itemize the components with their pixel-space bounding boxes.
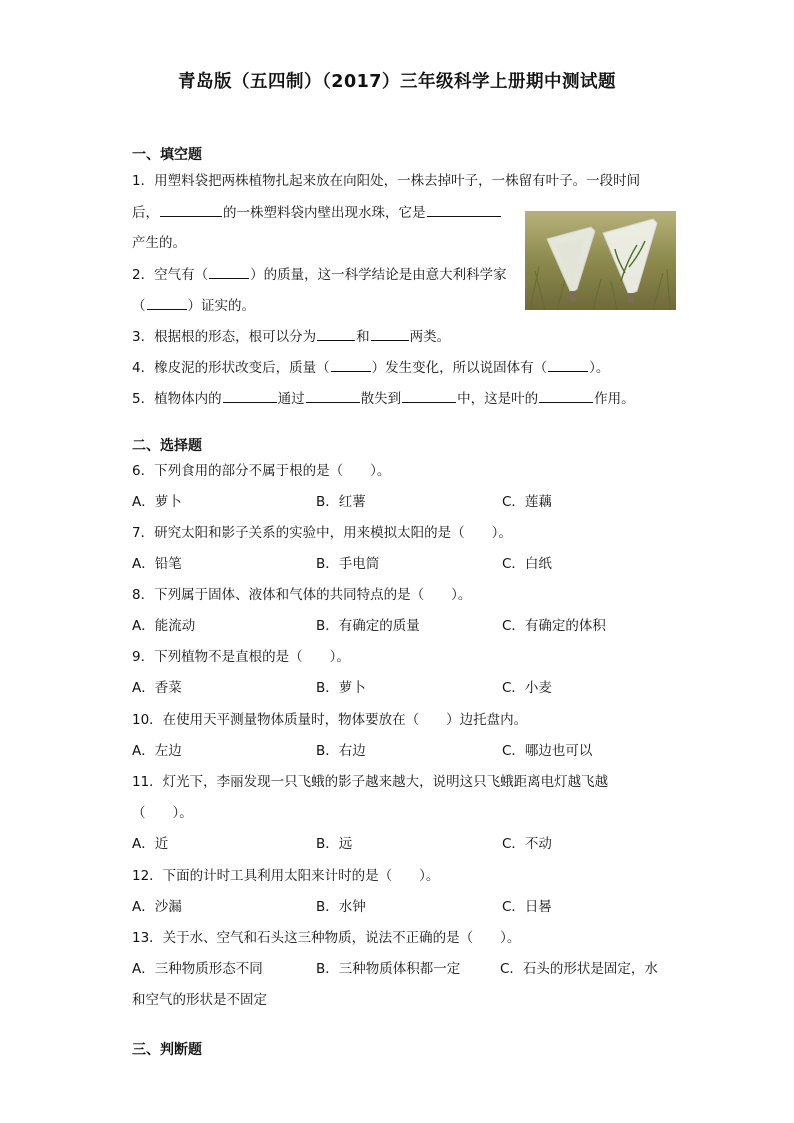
question-8-option-b[interactable]: B．有确定的质量 bbox=[316, 618, 420, 634]
question-12-option-c[interactable]: C．日晷 bbox=[502, 899, 552, 915]
question-2-line-2: （ ）证实的。 bbox=[132, 295, 255, 316]
question-1-line-2: 后， 的一株塑料袋内壁出现水珠，它是 bbox=[132, 202, 502, 223]
question-10-option-c[interactable]: C．哪边也可以 bbox=[502, 743, 593, 759]
question-13-stem: 13．关于水、空气和石头这三种物质，说法不正确的是（ ）。 bbox=[132, 930, 521, 946]
answer-blank[interactable] bbox=[306, 388, 360, 403]
question-11-option-a[interactable]: A．近 bbox=[132, 836, 169, 852]
question-9-option-c[interactable]: C．小麦 bbox=[502, 680, 552, 696]
question-8-option-c[interactable]: C．有确定的体积 bbox=[502, 618, 606, 634]
question-12-option-a[interactable]: A．沙漏 bbox=[132, 899, 182, 915]
answer-blank[interactable] bbox=[371, 326, 409, 341]
question-11-stem: 11．灯光下，李丽发现一只飞蛾的影子越来越大，说明这只飞蛾距离电灯越飞越 bbox=[132, 774, 609, 790]
question-10-option-b[interactable]: B．右边 bbox=[316, 743, 366, 759]
question-12-stem: 12．下面的计时工具利用太阳来计时的是（ ）。 bbox=[132, 868, 440, 884]
section-fill-heading: 一、填空题 bbox=[132, 147, 202, 163]
question-6-option-c[interactable]: C．莲藕 bbox=[502, 494, 552, 510]
question-6-stem: 6．下列食用的部分不属于根的是（ ）。 bbox=[132, 463, 391, 479]
question-13-option-a[interactable]: A．三种物质形态不同 bbox=[132, 961, 263, 977]
question-11-option-b[interactable]: B．远 bbox=[316, 836, 353, 852]
section-choice-heading: 二、选择题 bbox=[132, 438, 202, 454]
question-7-option-b[interactable]: B．手电筒 bbox=[316, 556, 380, 572]
question-5: 5．植物体内的 通过 散失到 中，这是叶的 作用。 bbox=[132, 388, 635, 409]
question-13-option-c-continued: 和空气的形状是不固定 bbox=[132, 992, 267, 1008]
question-2-line-1: 2．空气有（ ）的质量，这一科学结论是由意大利科学家 bbox=[132, 264, 507, 285]
question-7-stem: 7．研究太阳和影子关系的实验中，用来模拟太阳的是（ ）。 bbox=[132, 525, 512, 541]
answer-blank[interactable] bbox=[539, 388, 593, 403]
question-10-option-a[interactable]: A．左边 bbox=[132, 743, 182, 759]
answer-blank[interactable] bbox=[160, 202, 222, 217]
answer-blank[interactable] bbox=[209, 264, 249, 279]
plant-bags-photo bbox=[525, 211, 676, 310]
answer-blank[interactable] bbox=[427, 202, 501, 217]
question-6-option-a[interactable]: A．萝卜 bbox=[132, 494, 182, 510]
question-1-line-3: 产生的。 bbox=[132, 235, 186, 251]
question-7-option-a[interactable]: A．铅笔 bbox=[132, 556, 182, 572]
question-11-stem-continued: （ ）。 bbox=[132, 805, 193, 821]
question-4: 4．橡皮泥的形状改变后，质量（ ）发生变化，所以说固体有（ ）。 bbox=[132, 357, 609, 378]
question-10-stem: 10．在使用天平测量物体质量时，物体要放在（ ）边托盘内。 bbox=[132, 712, 528, 728]
question-11-option-c[interactable]: C．不动 bbox=[502, 836, 552, 852]
question-12-option-b[interactable]: B．水钟 bbox=[316, 899, 366, 915]
question-13-option-b[interactable]: B．三种物质体积都一定 bbox=[316, 961, 461, 977]
question-9-option-a[interactable]: A．香菜 bbox=[132, 680, 182, 696]
answer-blank[interactable] bbox=[548, 357, 588, 372]
question-1-line-1: 1．用塑料袋把两株植物扎起来放在向阳处，一株去掉叶子，一株留有叶子。一段时间 bbox=[132, 173, 641, 189]
question-9-stem: 9．下列植物不是直根的是（ ）。 bbox=[132, 649, 350, 665]
answer-blank[interactable] bbox=[147, 295, 187, 310]
plant-bags-image bbox=[525, 211, 676, 310]
answer-blank[interactable] bbox=[223, 388, 277, 403]
page-title: 青岛版（五四制）（2017）三年级科学上册期中测试题 bbox=[178, 72, 616, 92]
question-6-option-b[interactable]: B．红薯 bbox=[316, 494, 366, 510]
question-9-option-b[interactable]: B．萝卜 bbox=[316, 680, 366, 696]
answer-blank[interactable] bbox=[331, 357, 371, 372]
answer-blank[interactable] bbox=[402, 388, 456, 403]
question-8-stem: 8．下列属于固体、液体和气体的共同特点的是（ ）。 bbox=[132, 587, 472, 603]
question-8-option-a[interactable]: A．能流动 bbox=[132, 618, 196, 634]
question-7-option-c[interactable]: C．白纸 bbox=[502, 556, 552, 572]
answer-blank[interactable] bbox=[317, 326, 355, 341]
question-13-option-c[interactable]: C．石头的形状是固定，水 bbox=[500, 961, 658, 977]
section-judge-heading: 三、判断题 bbox=[132, 1042, 202, 1058]
question-3: 3．根据根的形态，根可以分为 和 两类。 bbox=[132, 326, 450, 347]
